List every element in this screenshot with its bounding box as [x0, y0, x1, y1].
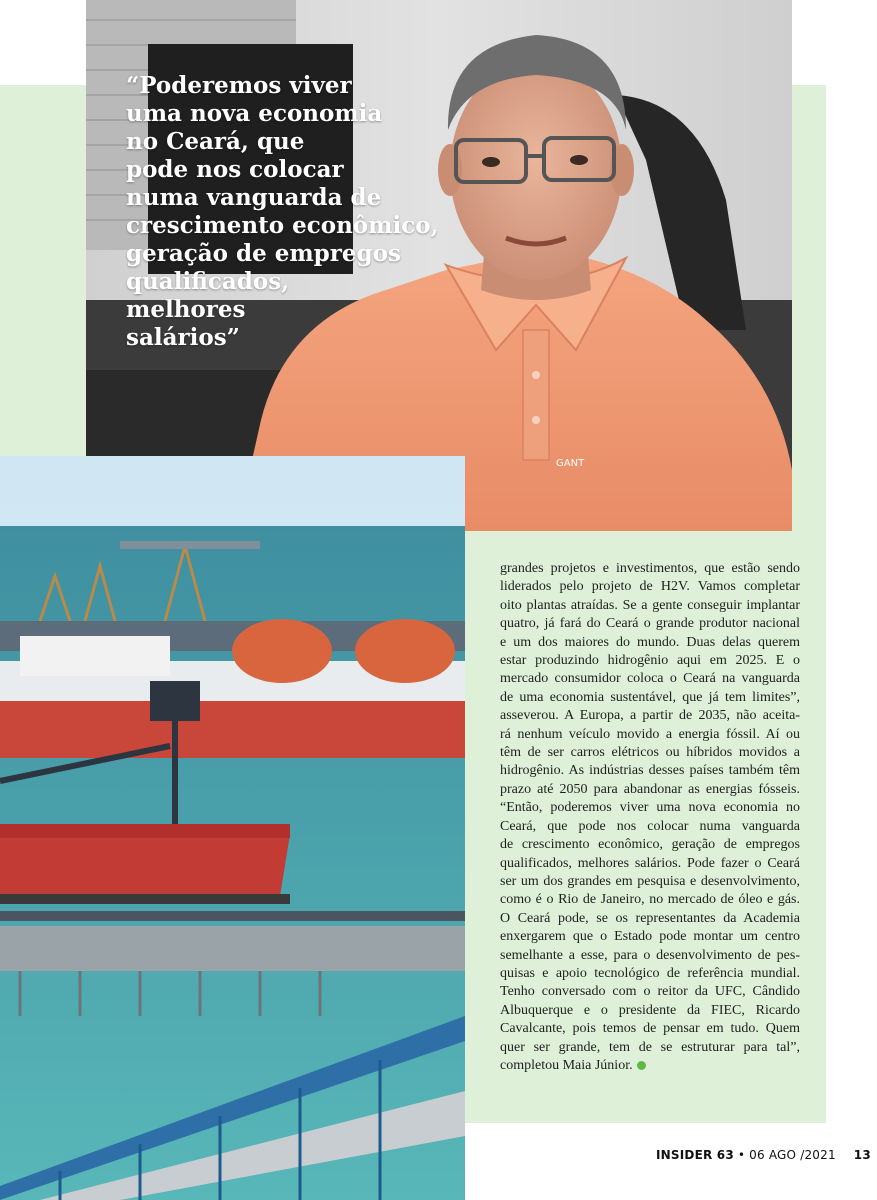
- article-line: estar produzindo hidrogênio aqui em 2025. E o: [500, 653, 800, 669]
- article-line: quatro, já fará do Ceará o grande produtor nacional: [500, 616, 800, 632]
- article-line: Ceará, que pode nos colocar numa vanguarda: [500, 818, 800, 834]
- pull-quote-line: pode nos colocar: [126, 156, 344, 183]
- pull-quote-line: salários”: [126, 324, 240, 351]
- article-line: grandes projetos e investimentos, que estão sendo: [500, 561, 800, 576]
- magazine-issue: INSIDER 63: [656, 1148, 734, 1162]
- port-illustration: [0, 456, 465, 1200]
- article-line: O Ceará pode, se os representantes da Academia: [500, 910, 800, 926]
- article-line: como é o Rio de Janeiro, no mercado de óleo e gás.: [500, 892, 800, 908]
- svg-text:GANT: GANT: [556, 458, 585, 469]
- background-white-notch: [0, 0, 78, 85]
- article-last-line: [500, 1057, 800, 1075]
- article-line: quisas e apoio tecnológico de referência mundial.: [500, 965, 800, 981]
- article-line: de uma economia sustentável, que já tem limites”,: [500, 689, 800, 705]
- page-footer: [656, 1146, 871, 1164]
- article-line: rá nenhum veículo movido a energia fóssil. Aí ou: [500, 726, 800, 742]
- article-line: ser um dos grandes em pesquisa e desenvolvimento,: [500, 873, 800, 889]
- article-line: “Então, poderemos viver uma nova economia no: [500, 800, 800, 816]
- pull-quote-line: “Poderemos viver: [126, 72, 352, 99]
- article-line: liderados pelo projeto de H2V. Vamos completar: [500, 579, 800, 595]
- pull-quote-line: qualificados,: [126, 268, 290, 295]
- article-line: prazo até 2050 para abandonar as energias fósseis.: [500, 781, 800, 797]
- article-line: e um dos maiores do mundo. Duas delas querem: [500, 634, 800, 650]
- article-line: qualificados, melhores salários. Pode fazer o Ceará: [500, 855, 800, 871]
- pull-quote: [126, 72, 439, 352]
- article-line: hidrogênio. As indústrias desses países também têm: [500, 763, 800, 779]
- article-line: oito plantas atraídas. Se a gente conseguir implantar: [500, 597, 800, 613]
- pull-quote-line: crescimento econômico,: [126, 212, 439, 239]
- pull-quote-line: melhores: [126, 296, 246, 323]
- pull-quote-line: uma nova economia: [126, 100, 383, 127]
- pull-quote-line: no Ceará, que: [126, 128, 305, 155]
- article-line: enxergarem que o Estado pode montar um centro: [500, 929, 800, 945]
- article-line: semelhante a esse, para o desenvolvimento de pes-: [500, 947, 800, 963]
- footer-separator: •: [737, 1148, 746, 1162]
- pull-quote-line: geração de empregos: [126, 240, 401, 267]
- article-line: de crescimento econômico, geração de empregos: [500, 837, 800, 853]
- article-line: completou Maia Júnior.: [500, 1057, 633, 1073]
- article-line: quer ser grande, tem de se estruturar para tal”,: [500, 1039, 800, 1055]
- pull-quote-line: numa vanguarda de: [126, 184, 382, 211]
- article-line: mercado consumidor coloca o Ceará na vanguarda: [500, 671, 800, 687]
- article-line: Cavalcante, pois temos de pensar em tudo. Quem: [500, 1021, 800, 1037]
- port-photo: [0, 456, 465, 1200]
- article-line: têm de ser carros elétricos ou híbridos movidos a: [500, 745, 800, 761]
- article-line: Tenho conversado com o reitor da UFC, Cândido: [500, 984, 800, 1000]
- article-line: Albuquerque e o presidente da FIEC, Ricardo: [500, 1002, 800, 1018]
- green-dot-icon: [637, 1061, 646, 1070]
- article-line: asseverou. A Europa, a partir de 2035, não aceita-: [500, 708, 800, 724]
- page-number: 13: [853, 1148, 871, 1162]
- article-body: [500, 560, 800, 1075]
- issue-date: 06 AGO /2021: [749, 1148, 836, 1162]
